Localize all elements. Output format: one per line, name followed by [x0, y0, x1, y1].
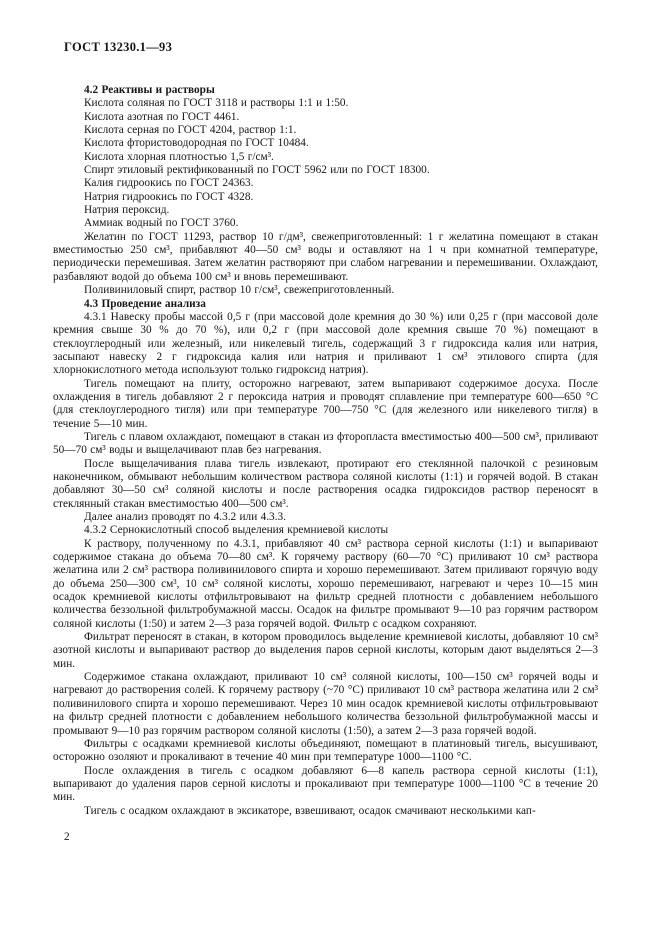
paragraph: К раствору, полученному по 4.3.1, прибавляют 40 см³ раствора серной кислоты (1:1) и выпаривают содержимое стакана до объема 70—80 см³. К горячему раствору (60—70 °C) приливают 10 см³ раствора желатина или 2 см³ раствора поливинилового спирта и хорошо перемешивают. Затем приливают горячую воду до объема 250—300 см³, 10 см³ соляной кислоты, хорошо перемешивают, нагревают и через 10—15 мин осадок кремниевой кислоты отфильтровывают на фильтр средней плотности с добавлением небольшого количества беззольной фильтробумажной массы. Осадок на фильтре промывают 9—10 раз горячим раствором соляной кислоты (1:50) и затем 2—3 раза горячей водой. Фильтр с осадком сохраняют. [53, 537, 598, 630]
document-body [53, 84, 598, 818]
paragraph: Кислота хлорная плотностью 1,5 г/см³. [84, 150, 274, 163]
paragraph: Желатин по ГОСТ 11293, раствор 10 г/дм³, свежеприготовленный: 1 г желатина помещают в стакан вместимостью 250 см³, прибавляют 40—50 см³ воды и оставляют на 1 ч при комнатной температуре, периодически перемешивая. Затем желатин растворяют при слабом нагревании и перемешивании. Охлаждают, разбавляют водой до объема 100 см³ и вновь перемешивают. [53, 230, 598, 283]
paragraph: Далее анализ проводят по 4.3.2 или 4.3.3. [84, 511, 286, 523]
paragraph: Калия гидроокись по ГОСТ 24363. [84, 177, 254, 190]
paragraph: Поливиниловый спирт, раствор 10 г/см³, свежеприготовленный. [84, 284, 395, 297]
paragraph: После охлаждения в тигель с осадком добавляют 6—8 капель раствора серной кислоты (1:1), выпаривают до удаления паров серной кислоты и прокаливают при температуре 1000—1100 °C в течение 20 мин. [53, 764, 598, 804]
standard-number-header: ГОСТ 13230.1—93 [64, 40, 173, 54]
paragraph: Натрия гидроокись по ГОСТ 4328. [84, 190, 254, 203]
section-heading: 4.3 Проведение анализа [84, 297, 206, 310]
paragraph: Натрия пероксид. [84, 204, 170, 217]
paragraph: Кислота фтористоводородная по ГОСТ 10484. [84, 137, 309, 150]
paragraph: 4.3.2 Сернокислотный способ выделения кремниевой кислоты [84, 524, 389, 537]
paragraph: Фильтрат переносят в стакан, в котором проводилось выделение кремниевой кислоты, добавляют 10 см³ азотной кислоты и выпаривают раствор до выделения паров серной кислоты, которым дают выделяться 2—3 мин. [53, 631, 598, 670]
paragraph: Аммиак водный по ГОСТ 3760. [84, 217, 239, 230]
paragraph: Кислота серная по ГОСТ 4204, раствор 1:1. [84, 124, 297, 137]
page-number: 2 [64, 831, 70, 843]
paragraph: Кислота азотная по ГОСТ 4461. [84, 110, 240, 123]
paragraph: Содержимое стакана охлаждают, приливают 10 см³ соляной кислоты, 100—150 см³ горячей воды и нагревают до растворения солей. К горячему раствору (~70 °C) приливают 10 см³ раствора желатина или 2 см³ поливинилового спирта и хорошо перемешивают. Через 10 мин осадок кремниевой кислоты отфильтровывают на фильтр средней плотности с добавлением небольшого количества беззольной фильтробумажной массы и промывают 9—10 раз горячим раствором соляной кислоты (1:50), а затем 2—3 раза горячей водой. [53, 671, 598, 737]
paragraph: 4.3.1 Навеску пробы массой 0,5 г (при массовой доле кремния до 30 %) или 0,25 г (при массовой доле кремния свыше 30 % до 70 %), или 0,2 г (при массовой доле кремния свыше 70 %) помещают в стеклоуглеродный или железный, или никелевый тигель, содержащий 3 г гидроксида калия или натрия, засыпают навеску 2 г гидроксида калия или натрия и приливают 1 см³ этилового спирта (для хлорнокислотного метода используют только гидроксид натрия). [53, 310, 598, 377]
section-heading: 4.2 Реактивы и растворы [84, 84, 215, 96]
paragraph: Тигель с осадком охлаждают в эксикаторе, взвешивают, осадок смачивают несколькими кап- [84, 804, 536, 817]
paragraph: Спирт этиловый ректификованный по ГОСТ 5962 или по ГОСТ 18300. [84, 164, 430, 177]
paragraph: После выщелачивания плава тигель извлекают, протирают его стеклянной палочкой с резиновым наконечником, обмывают небольшим количеством раствора соляной кислоты (1:1) и горячей водой. В стакан добавляют 30—50 см³ соляной кислоты и после растворения осадка гидроксидов раствор переносят в стеклянный стакан вместимостью 400—500 см³. [53, 457, 598, 510]
paragraph: Тигель с плавом охлаждают, помещают в стакан из фторопласта вместимостью 400—500 см³, приливают 50—70 см³ воды и выщелачивают плав без нагревания. [53, 430, 598, 457]
paragraph: Кислота соляная по ГОСТ 3118 и растворы 1:1 и 1:50. [84, 97, 349, 110]
paragraph: Фильтры с осадками кремниевой кислоты объединяют, помещают в платиновый тигель, высушивают, осторожно озоляют и прокаливают в течение 40 мин при температуре 1000—1100 °C. [53, 737, 598, 764]
paragraph: Тигель помещают на плиту, осторожно нагревают, затем выпаривают содержимое досуха. После охлаждения в тигель добавляют 2 г пероксида натрия и проводят сплавление при температуре 600—650 °C (для стеклоуглеродного тигля) или при температуре 700—750 °C (для железного или никелевого тигля) в течение 5—10 мин. [53, 377, 598, 430]
